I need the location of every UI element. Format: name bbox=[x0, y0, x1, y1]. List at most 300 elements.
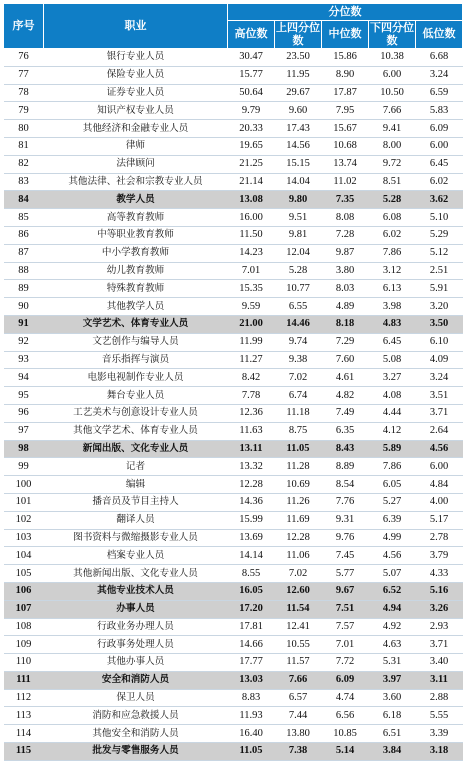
q50-value: 9.87 bbox=[322, 244, 369, 262]
row-number: 90 bbox=[4, 298, 44, 316]
row-number: 79 bbox=[4, 102, 44, 120]
q25-value: 6.05 bbox=[369, 476, 416, 494]
q10-value: 6.00 bbox=[416, 137, 463, 155]
q10-value: 3.62 bbox=[416, 191, 463, 209]
q75-value: 8.75 bbox=[275, 422, 322, 440]
q10-value: 5.83 bbox=[416, 102, 463, 120]
table-row bbox=[4, 244, 463, 262]
q10-value: 3.18 bbox=[416, 743, 463, 761]
occupation-name: 翻译人员 bbox=[44, 511, 228, 529]
q10-value: 5.55 bbox=[416, 707, 463, 725]
q90-value: 11.93 bbox=[228, 707, 275, 725]
q50-value: 13.74 bbox=[322, 155, 369, 173]
q25-value: 4.92 bbox=[369, 618, 416, 636]
q90-value: 11.99 bbox=[228, 333, 275, 351]
category-row bbox=[4, 743, 463, 761]
q25-value: 4.08 bbox=[369, 387, 416, 405]
q50-value: 4.82 bbox=[322, 387, 369, 405]
table-row bbox=[4, 404, 463, 422]
table-row bbox=[4, 529, 463, 547]
row-number: 92 bbox=[4, 333, 44, 351]
q75-value: 11.69 bbox=[275, 511, 322, 529]
q10-value: 6.02 bbox=[416, 173, 463, 191]
q50-value: 7.28 bbox=[322, 226, 369, 244]
q75-value: 7.44 bbox=[275, 707, 322, 725]
q10-value: 6.10 bbox=[416, 333, 463, 351]
table-row bbox=[4, 654, 463, 672]
q25-value: 10.38 bbox=[369, 49, 416, 67]
occupation-name: 行政事务处理人员 bbox=[44, 636, 228, 654]
occupation-name: 其他经济和金融专业人员 bbox=[44, 120, 228, 138]
q50-value: 7.60 bbox=[322, 351, 369, 369]
occupation-name: 安全和消防人员 bbox=[44, 671, 228, 689]
occupation-name: 高等教育教师 bbox=[44, 209, 228, 227]
row-number: 103 bbox=[4, 529, 44, 547]
q10-value: 5.12 bbox=[416, 244, 463, 262]
occupation-name: 中等职业教育教师 bbox=[44, 226, 228, 244]
occupation-name: 文学艺术、体育专业人员 bbox=[44, 315, 228, 333]
q75-value: 29.67 bbox=[275, 84, 322, 102]
table-row bbox=[4, 725, 463, 743]
q50-value: 11.02 bbox=[322, 173, 369, 191]
occupation-name: 音乐指挥与演员 bbox=[44, 351, 228, 369]
q75-value: 14.04 bbox=[275, 173, 322, 191]
q90-value: 17.77 bbox=[228, 654, 275, 672]
q90-value: 11.05 bbox=[228, 743, 275, 761]
q50-value: 8.89 bbox=[322, 458, 369, 476]
occupation-name: 编辑 bbox=[44, 476, 228, 494]
row-number: 94 bbox=[4, 369, 44, 387]
q10-value: 2.64 bbox=[416, 422, 463, 440]
row-number: 112 bbox=[4, 689, 44, 707]
q25-value: 4.56 bbox=[369, 547, 416, 565]
q90-value: 16.00 bbox=[228, 209, 275, 227]
table-row bbox=[4, 547, 463, 565]
row-number: 89 bbox=[4, 280, 44, 298]
table-row bbox=[4, 565, 463, 583]
q90-value: 17.81 bbox=[228, 618, 275, 636]
q10-value: 3.50 bbox=[416, 315, 463, 333]
table-row bbox=[4, 84, 463, 102]
q50-value: 8.18 bbox=[322, 315, 369, 333]
row-number: 105 bbox=[4, 565, 44, 583]
q75-value: 11.06 bbox=[275, 547, 322, 565]
q10-value: 6.59 bbox=[416, 84, 463, 102]
q90-value: 12.36 bbox=[228, 404, 275, 422]
q75-value: 10.77 bbox=[275, 280, 322, 298]
q75-value: 9.74 bbox=[275, 333, 322, 351]
q75-value: 12.60 bbox=[275, 582, 322, 600]
q50-value: 8.54 bbox=[322, 476, 369, 494]
q90-value: 13.11 bbox=[228, 440, 275, 458]
row-number: 115 bbox=[4, 743, 44, 761]
q75-value: 9.38 bbox=[275, 351, 322, 369]
q90-value: 21.25 bbox=[228, 155, 275, 173]
row-number: 81 bbox=[4, 137, 44, 155]
q25-value: 5.08 bbox=[369, 351, 416, 369]
q10-value: 2.51 bbox=[416, 262, 463, 280]
occupation-name: 律师 bbox=[44, 137, 228, 155]
table-row bbox=[4, 209, 463, 227]
q90-value: 14.23 bbox=[228, 244, 275, 262]
q90-value: 11.50 bbox=[228, 226, 275, 244]
q50-value: 7.49 bbox=[322, 404, 369, 422]
occupation-name: 其他专业技术人员 bbox=[44, 582, 228, 600]
occupation-name: 其他法律、社会和宗教专业人员 bbox=[44, 173, 228, 191]
header-quantile-group: 分位数 bbox=[228, 4, 463, 21]
q10-value: 2.88 bbox=[416, 689, 463, 707]
q75-value: 7.66 bbox=[275, 671, 322, 689]
header-q75: 上四分位数 bbox=[276, 20, 320, 47]
q10-value: 3.24 bbox=[416, 66, 463, 84]
q90-value: 15.99 bbox=[228, 511, 275, 529]
q10-value: 3.40 bbox=[416, 654, 463, 672]
q90-value: 13.08 bbox=[228, 191, 275, 209]
occupation-name: 幼儿教育教师 bbox=[44, 262, 228, 280]
q50-value: 7.72 bbox=[322, 654, 369, 672]
row-number: 106 bbox=[4, 582, 44, 600]
header-q25: 下四分位数 bbox=[370, 20, 414, 47]
occupation-name: 图书资料与微缩摄影专业人员 bbox=[44, 529, 228, 547]
q75-value: 7.02 bbox=[275, 369, 322, 387]
q75-value: 12.28 bbox=[275, 529, 322, 547]
table-row bbox=[4, 422, 463, 440]
q90-value: 21.14 bbox=[228, 173, 275, 191]
occupation-name: 保卫人员 bbox=[44, 689, 228, 707]
q90-value: 8.42 bbox=[228, 369, 275, 387]
q75-value: 11.95 bbox=[275, 66, 322, 84]
q90-value: 7.78 bbox=[228, 387, 275, 405]
q90-value: 13.32 bbox=[228, 458, 275, 476]
q75-value: 23.50 bbox=[275, 49, 322, 67]
q50-value: 4.89 bbox=[322, 298, 369, 316]
table-row bbox=[4, 707, 463, 725]
category-row bbox=[4, 315, 463, 333]
q10-value: 4.00 bbox=[416, 493, 463, 511]
q10-value: 3.71 bbox=[416, 636, 463, 654]
q50-value: 4.74 bbox=[322, 689, 369, 707]
table-row bbox=[4, 689, 463, 707]
q10-value: 3.26 bbox=[416, 600, 463, 618]
q90-value: 21.00 bbox=[228, 315, 275, 333]
q10-value: 5.91 bbox=[416, 280, 463, 298]
q25-value: 5.28 bbox=[369, 191, 416, 209]
occupation-name: 舞台专业人员 bbox=[44, 387, 228, 405]
q75-value: 12.04 bbox=[275, 244, 322, 262]
q10-value: 3.79 bbox=[416, 547, 463, 565]
table-row bbox=[4, 66, 463, 84]
q50-value: 9.76 bbox=[322, 529, 369, 547]
table-row bbox=[4, 511, 463, 529]
table-row bbox=[4, 155, 463, 173]
q90-value: 11.63 bbox=[228, 422, 275, 440]
q75-value: 11.05 bbox=[275, 440, 322, 458]
q50-value: 7.95 bbox=[322, 102, 369, 120]
q90-value: 12.28 bbox=[228, 476, 275, 494]
table-row bbox=[4, 137, 463, 155]
occupation-name: 消防和应急救援人员 bbox=[44, 707, 228, 725]
q25-value: 3.12 bbox=[369, 262, 416, 280]
row-number: 108 bbox=[4, 618, 44, 636]
occupation-name: 知识产权专业人员 bbox=[44, 102, 228, 120]
salary-quantile-table bbox=[3, 3, 463, 761]
row-number: 102 bbox=[4, 511, 44, 529]
q90-value: 30.47 bbox=[228, 49, 275, 67]
q90-value: 9.79 bbox=[228, 102, 275, 120]
q50-value: 7.01 bbox=[322, 636, 369, 654]
q75-value: 6.57 bbox=[275, 689, 322, 707]
q50-value: 8.03 bbox=[322, 280, 369, 298]
occupation-name: 银行专业人员 bbox=[44, 49, 228, 67]
table-row bbox=[4, 333, 463, 351]
q10-value: 3.39 bbox=[416, 725, 463, 743]
row-number: 95 bbox=[4, 387, 44, 405]
q25-value: 5.07 bbox=[369, 565, 416, 583]
table-row bbox=[4, 173, 463, 191]
header-occupation: 职业 bbox=[44, 4, 228, 49]
q75-value: 17.43 bbox=[275, 120, 322, 138]
q50-value: 9.31 bbox=[322, 511, 369, 529]
occupation-name: 档案专业人员 bbox=[44, 547, 228, 565]
table-row bbox=[4, 102, 463, 120]
row-number: 78 bbox=[4, 84, 44, 102]
q75-value: 14.56 bbox=[275, 137, 322, 155]
q10-value: 2.78 bbox=[416, 529, 463, 547]
q50-value: 10.68 bbox=[322, 137, 369, 155]
header-number: 序号 bbox=[4, 4, 44, 49]
q50-value: 7.35 bbox=[322, 191, 369, 209]
q10-value: 6.09 bbox=[416, 120, 463, 138]
occupation-name: 其他新闻出版、文化专业人员 bbox=[44, 565, 228, 583]
q25-value: 4.83 bbox=[369, 315, 416, 333]
q25-value: 6.51 bbox=[369, 725, 416, 743]
q75-value: 14.46 bbox=[275, 315, 322, 333]
q90-value: 16.05 bbox=[228, 582, 275, 600]
q90-value: 14.14 bbox=[228, 547, 275, 565]
row-number: 85 bbox=[4, 209, 44, 227]
occupation-name: 法律顾问 bbox=[44, 155, 228, 173]
row-number: 91 bbox=[4, 315, 44, 333]
q75-value: 11.28 bbox=[275, 458, 322, 476]
row-number: 80 bbox=[4, 120, 44, 138]
q90-value: 14.66 bbox=[228, 636, 275, 654]
row-number: 104 bbox=[4, 547, 44, 565]
q25-value: 4.99 bbox=[369, 529, 416, 547]
row-number: 93 bbox=[4, 351, 44, 369]
q25-value: 3.97 bbox=[369, 671, 416, 689]
row-number: 101 bbox=[4, 493, 44, 511]
q50-value: 15.67 bbox=[322, 120, 369, 138]
q10-value: 4.09 bbox=[416, 351, 463, 369]
occupation-name: 文艺创作与编导人员 bbox=[44, 333, 228, 351]
q90-value: 14.36 bbox=[228, 493, 275, 511]
q25-value: 9.72 bbox=[369, 155, 416, 173]
row-number: 84 bbox=[4, 191, 44, 209]
occupation-name: 其他安全和消防人员 bbox=[44, 725, 228, 743]
row-number: 88 bbox=[4, 262, 44, 280]
q75-value: 9.51 bbox=[275, 209, 322, 227]
q75-value: 7.38 bbox=[275, 743, 322, 761]
q50-value: 6.09 bbox=[322, 671, 369, 689]
q90-value: 17.20 bbox=[228, 600, 275, 618]
q75-value: 12.41 bbox=[275, 618, 322, 636]
q50-value: 8.43 bbox=[322, 440, 369, 458]
q50-value: 4.61 bbox=[322, 369, 369, 387]
q50-value: 3.80 bbox=[322, 262, 369, 280]
table-row bbox=[4, 120, 463, 138]
occupation-name: 批发与零售服务人员 bbox=[44, 743, 228, 761]
occupation-name: 电影电视制作专业人员 bbox=[44, 369, 228, 387]
table-row bbox=[4, 262, 463, 280]
q50-value: 7.29 bbox=[322, 333, 369, 351]
row-number: 96 bbox=[4, 404, 44, 422]
q75-value: 5.28 bbox=[275, 262, 322, 280]
row-number: 111 bbox=[4, 671, 44, 689]
q25-value: 10.50 bbox=[369, 84, 416, 102]
q10-value: 6.68 bbox=[416, 49, 463, 67]
q75-value: 11.18 bbox=[275, 404, 322, 422]
table-row bbox=[4, 298, 463, 316]
row-number: 110 bbox=[4, 654, 44, 672]
occupation-name: 保险专业人员 bbox=[44, 66, 228, 84]
row-number: 86 bbox=[4, 226, 44, 244]
q90-value: 13.03 bbox=[228, 671, 275, 689]
q25-value: 6.13 bbox=[369, 280, 416, 298]
q75-value: 7.02 bbox=[275, 565, 322, 583]
q50-value: 9.67 bbox=[322, 582, 369, 600]
q25-value: 6.52 bbox=[369, 582, 416, 600]
q25-value: 7.86 bbox=[369, 244, 416, 262]
table-row bbox=[4, 458, 463, 476]
q25-value: 8.00 bbox=[369, 137, 416, 155]
q50-value: 15.86 bbox=[322, 49, 369, 67]
q75-value: 15.15 bbox=[275, 155, 322, 173]
q50-value: 17.87 bbox=[322, 84, 369, 102]
q75-value: 9.81 bbox=[275, 226, 322, 244]
q10-value: 3.24 bbox=[416, 369, 463, 387]
q10-value: 3.11 bbox=[416, 671, 463, 689]
row-number: 109 bbox=[4, 636, 44, 654]
q25-value: 6.45 bbox=[369, 333, 416, 351]
q25-value: 6.18 bbox=[369, 707, 416, 725]
q50-value: 10.85 bbox=[322, 725, 369, 743]
table-row bbox=[4, 351, 463, 369]
occupation-name: 特殊教育教师 bbox=[44, 280, 228, 298]
q25-value: 4.94 bbox=[369, 600, 416, 618]
table-row bbox=[4, 369, 463, 387]
occupation-name: 教学人员 bbox=[44, 191, 228, 209]
q90-value: 15.77 bbox=[228, 66, 275, 84]
q25-value: 4.63 bbox=[369, 636, 416, 654]
q25-value: 6.02 bbox=[369, 226, 416, 244]
q50-value: 7.76 bbox=[322, 493, 369, 511]
q75-value: 6.74 bbox=[275, 387, 322, 405]
q25-value: 3.60 bbox=[369, 689, 416, 707]
q10-value: 5.17 bbox=[416, 511, 463, 529]
q10-value: 6.45 bbox=[416, 155, 463, 173]
q10-value: 4.84 bbox=[416, 476, 463, 494]
q90-value: 15.35 bbox=[228, 280, 275, 298]
q10-value: 4.33 bbox=[416, 565, 463, 583]
row-number: 98 bbox=[4, 440, 44, 458]
q50-value: 7.57 bbox=[322, 618, 369, 636]
header-q90: 高位数 bbox=[228, 21, 275, 49]
q90-value: 8.83 bbox=[228, 689, 275, 707]
row-number: 113 bbox=[4, 707, 44, 725]
category-row bbox=[4, 191, 463, 209]
q25-value: 7.66 bbox=[369, 102, 416, 120]
q90-value: 8.55 bbox=[228, 565, 275, 583]
q10-value: 5.29 bbox=[416, 226, 463, 244]
row-number: 97 bbox=[4, 422, 44, 440]
row-number: 82 bbox=[4, 155, 44, 173]
q25-value: 5.89 bbox=[369, 440, 416, 458]
row-number: 99 bbox=[4, 458, 44, 476]
q10-value: 2.93 bbox=[416, 618, 463, 636]
q25-value: 4.44 bbox=[369, 404, 416, 422]
q25-value: 9.41 bbox=[369, 120, 416, 138]
q50-value: 7.45 bbox=[322, 547, 369, 565]
q25-value: 3.98 bbox=[369, 298, 416, 316]
category-row bbox=[4, 582, 463, 600]
q75-value: 11.26 bbox=[275, 493, 322, 511]
q50-value: 5.14 bbox=[322, 743, 369, 761]
row-number: 87 bbox=[4, 244, 44, 262]
row-number: 77 bbox=[4, 66, 44, 84]
occupation-name: 中小学教育教师 bbox=[44, 244, 228, 262]
q10-value: 5.10 bbox=[416, 209, 463, 227]
q75-value: 13.80 bbox=[275, 725, 322, 743]
q25-value: 7.86 bbox=[369, 458, 416, 476]
table-row bbox=[4, 618, 463, 636]
q90-value: 19.65 bbox=[228, 137, 275, 155]
q90-value: 20.33 bbox=[228, 120, 275, 138]
occupation-name: 工艺美术与创意设计专业人员 bbox=[44, 404, 228, 422]
row-number: 114 bbox=[4, 725, 44, 743]
q25-value: 6.08 bbox=[369, 209, 416, 227]
q75-value: 11.54 bbox=[275, 600, 322, 618]
q90-value: 50.64 bbox=[228, 84, 275, 102]
q90-value: 9.59 bbox=[228, 298, 275, 316]
q25-value: 6.00 bbox=[369, 66, 416, 84]
q10-value: 6.00 bbox=[416, 458, 463, 476]
q25-value: 3.84 bbox=[369, 743, 416, 761]
q75-value: 9.60 bbox=[275, 102, 322, 120]
q50-value: 5.77 bbox=[322, 565, 369, 583]
occupation-name: 其他教学人员 bbox=[44, 298, 228, 316]
q90-value: 11.27 bbox=[228, 351, 275, 369]
occupation-name: 其他文学艺术、体育专业人员 bbox=[44, 422, 228, 440]
q75-value: 9.80 bbox=[275, 191, 322, 209]
category-row bbox=[4, 600, 463, 618]
table-row bbox=[4, 226, 463, 244]
q25-value: 5.27 bbox=[369, 493, 416, 511]
q75-value: 10.69 bbox=[275, 476, 322, 494]
q75-value: 11.57 bbox=[275, 654, 322, 672]
q90-value: 13.69 bbox=[228, 529, 275, 547]
table-header bbox=[4, 4, 463, 49]
row-number: 76 bbox=[4, 49, 44, 67]
q25-value: 6.39 bbox=[369, 511, 416, 529]
q75-value: 6.55 bbox=[275, 298, 322, 316]
occupation-name: 记者 bbox=[44, 458, 228, 476]
q10-value: 5.16 bbox=[416, 582, 463, 600]
occupation-name: 行政业务办理人员 bbox=[44, 618, 228, 636]
table-row bbox=[4, 493, 463, 511]
table-body bbox=[4, 49, 463, 761]
q10-value: 3.20 bbox=[416, 298, 463, 316]
category-row bbox=[4, 440, 463, 458]
